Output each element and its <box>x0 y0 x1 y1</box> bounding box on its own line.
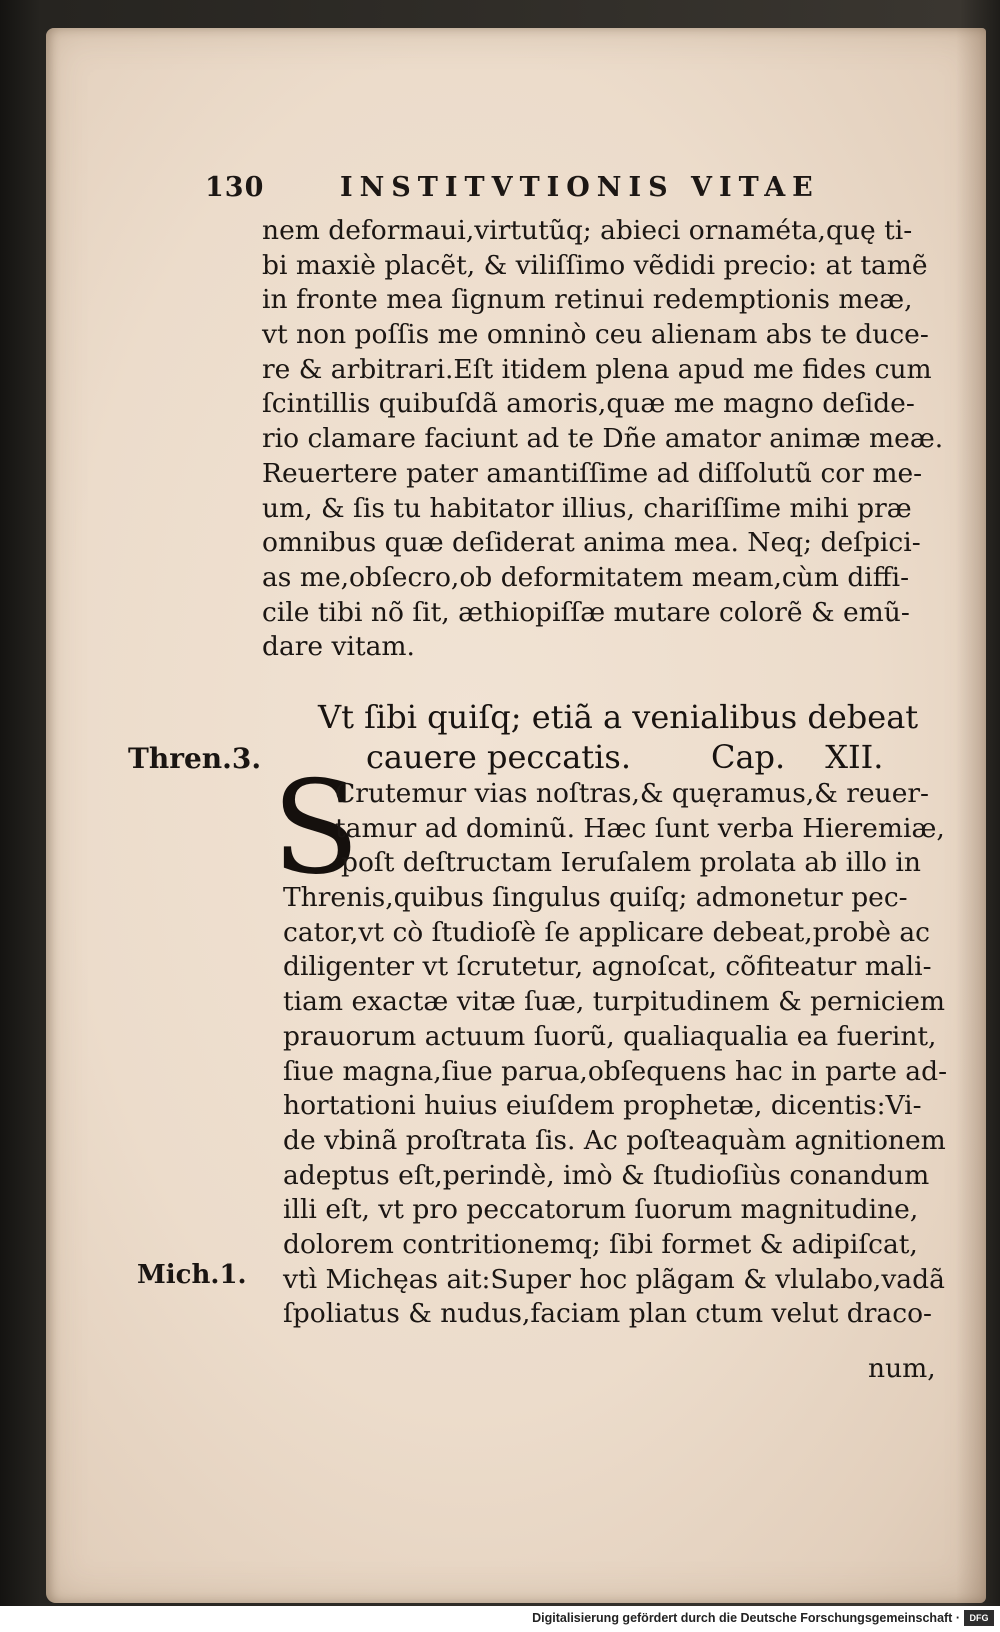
text-line: diligenter vt ſcrutetur, agnoſcat, cõfiteatur mali- <box>283 951 932 983</box>
text-line: as me,obſecro,ob deformitatem meam,cùm diffi- <box>262 561 910 593</box>
text-line: Reuertere pater amantiſſime ad diſſolutũ cor me- <box>262 457 923 489</box>
text-line: um, & ſis tu habitator illius, chariſſime mihi præ <box>262 492 912 524</box>
text-line: cile tibi nõ ſit, æthiopiſſæ mutare colorẽ & emũ- <box>262 596 910 628</box>
text-line: illi eſt, vt pro peccatorum ſuorum magnitudine, <box>283 1194 919 1226</box>
text-line: prauorum actuum ſuorũ, qualiaqualia ea fuerint, <box>283 1020 937 1052</box>
text-line: vt non poſſis me omninò ceu alienam abs te duce- <box>262 319 929 351</box>
text-line: dare vitam. <box>262 631 415 663</box>
text-line: ſcintillis quibuſdã amoris,quæ me magno deſide- <box>262 388 915 420</box>
text-line: tiam exactæ vitæ ſuæ, turpitudinem & perniciem <box>283 986 946 1018</box>
text-line: hortationi huius eiuſdem prophetæ, dicentis:Vi- <box>283 1090 922 1122</box>
chapter-title-end: cauere peccatis. <box>366 738 631 776</box>
text-line: re & arbitrari.Eſt itidem plena apud me fides cum <box>262 353 932 385</box>
text-line: tamur ad dominũ. Hæc ſunt verba Hieremiæ, <box>335 812 945 844</box>
text-line: poſt deſtructam Ieruſalem prolata ab illo in <box>341 847 921 879</box>
text-line: vtì Michęas ait:Super hoc plãgam & vlulabo,vadã <box>283 1263 945 1295</box>
dfg-logo-icon: DFG <box>964 1610 994 1626</box>
text-line: dolorem contritionemq; ſibi formet & adipiſcat, <box>283 1228 918 1260</box>
text-line: Crutemur vias noſtras,& quęramus,& reuer- <box>335 778 930 809</box>
text-line: nem deformaui,virtutũq; abieci ornaméta,quę ti- <box>262 215 913 246</box>
footer-credit: Digitalisierung gefördert durch die Deutsche Forschungsgemeinschaft · <box>532 1611 960 1625</box>
text-line: rio clamare faciunt ad te Dñe amator animæ meæ. <box>262 423 944 455</box>
catchword: num, <box>868 1353 936 1384</box>
body-text <box>262 214 944 665</box>
text-line: cator,vt cò ſtudioſè ſe applicare debeat,probè ac <box>283 916 930 948</box>
text-line: in fronte mea ſignum retinui redemptionis meæ, <box>262 284 913 316</box>
margin-note-thren: Thren.3. <box>128 742 262 775</box>
footer-bar <box>0 1606 1000 1632</box>
margin-note-mich: Mich.1. <box>137 1260 247 1290</box>
text-line: de vbinã proſtrata ſis. Ac poſteaquàm agnitionem <box>283 1124 946 1156</box>
text-line: bi maxiè placẽt, & viliſſimo vẽdidi precio: at tamẽ <box>262 249 928 281</box>
page-header <box>205 172 855 212</box>
chapter-label: Cap. <box>710 738 786 776</box>
text-line: Threnis,quibus ſingulus quiſq; admonetur pec- <box>283 882 908 914</box>
chapter-number: XII. <box>825 738 884 776</box>
chapter-title <box>318 697 928 777</box>
drop-cap: S <box>272 754 360 903</box>
running-head: INSTITVTIONIS VITAE <box>340 172 820 203</box>
text-line: omnibus quæ deſiderat anima mea. Neq; deſpici- <box>262 527 921 559</box>
chapter-title-line: Vt ſibi quiſq; etiã a venialibus debeat <box>318 698 919 736</box>
text-line: adeptus eſt,perindè, imò & ſtudioſiùs conandum <box>283 1159 930 1191</box>
text-line: ſpoliatus & nudus,faciam plan ctum velut draco- <box>283 1298 932 1330</box>
chapter-body <box>283 777 948 1332</box>
page-number: 130 <box>205 172 265 203</box>
text-line: ſiue magna,ſiue parua,obſequens hac in parte ad- <box>283 1055 948 1087</box>
chapter-title-line <box>318 737 928 777</box>
